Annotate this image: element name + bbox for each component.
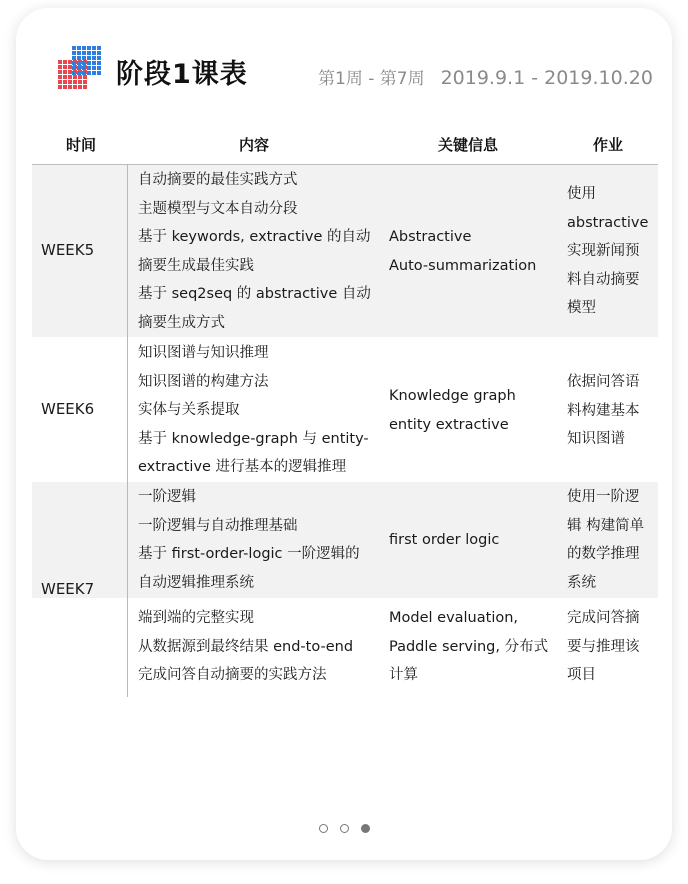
content-line: 基于 seq2seq 的 abstractive 自动: [138, 286, 371, 303]
table-row-week6: [32, 337, 658, 482]
content-line: 摘要生成最佳实践: [138, 257, 254, 274]
homework-cell: [567, 368, 640, 454]
table-row-week7-part2: [32, 598, 658, 697]
table-header: [32, 126, 658, 165]
homework-line: 完成问答摘: [567, 610, 640, 626]
homework-line: 料自动摘要: [567, 271, 640, 288]
column-header-key-info: 关键信息: [438, 136, 499, 154]
date-range: 2019.9.1 - 2019.10.20: [440, 67, 653, 89]
content-cell: [138, 166, 371, 338]
content-line: 完成问答自动摘要的实践方法: [138, 667, 327, 684]
homework-cell: [567, 180, 648, 323]
key-info-line: first order logic: [389, 532, 500, 548]
content-line: 知识图谱的构建方法: [138, 373, 269, 390]
content-line: 端到端的完整实现: [138, 610, 254, 626]
homework-line: 辑 构建简单: [567, 517, 645, 534]
homework-line: 使用一阶逻: [567, 489, 640, 505]
homework-line: 料构建基本: [567, 402, 640, 419]
key-info-line: Model evaluation,: [389, 610, 519, 626]
key-info-line: entity extractive: [389, 416, 509, 433]
column-header-time: 时间: [66, 136, 97, 154]
homework-line: 实现新闻预: [567, 243, 640, 260]
content-line: 知识图谱与知识推理: [138, 345, 269, 361]
page-dot-1[interactable]: [319, 824, 328, 833]
period-info: [318, 64, 653, 93]
homework-line: 项目: [567, 667, 596, 684]
content-cell: [138, 483, 360, 597]
content-line: 一阶逻辑与自动推理基础: [138, 517, 298, 534]
page-title: 阶段1课表: [116, 59, 248, 90]
page-dot-2[interactable]: [340, 824, 349, 833]
content-line: 主题模型与文本自动分段: [138, 200, 298, 217]
homework-line: 系统: [567, 574, 596, 591]
content-cell: [138, 339, 369, 482]
table-row-week5: [32, 165, 658, 337]
key-info-cell: [389, 526, 499, 555]
week-label: WEEK7: [41, 580, 95, 598]
content-line: 基于 knowledge-graph 与 entity-: [138, 430, 369, 447]
week-label: WEEK6: [41, 400, 95, 418]
content-line: 从数据源到最终结果 end-to-end: [138, 638, 354, 655]
week-label: WEEK5: [41, 241, 95, 259]
key-info-line: 计算: [389, 667, 418, 684]
column-header-homework: 作业: [593, 136, 624, 154]
homework-line: 使用: [567, 186, 596, 202]
content-line: 自动摘要的最佳实践方式: [138, 172, 298, 188]
key-info-cell: [389, 382, 516, 439]
key-info-line: Auto-summarization: [389, 257, 537, 274]
column-divider: [127, 164, 128, 697]
homework-line: 知识图谱: [567, 431, 625, 448]
key-info-cell: [389, 223, 536, 280]
table-row-week7-part1: [32, 482, 658, 598]
pagination-dots: [0, 818, 688, 837]
content-line: 自动逻辑推理系统: [138, 574, 254, 591]
week-range: 第1周 - 第7周: [318, 69, 425, 89]
key-info-line: Abstractive: [389, 229, 472, 245]
content-line: 一阶逻辑: [138, 489, 196, 505]
key-info-cell: [389, 604, 548, 690]
homework-line: 要与推理该: [567, 638, 640, 655]
homework-line: 的数学推理: [567, 546, 640, 563]
column-header-content: 内容: [239, 136, 270, 154]
content-cell: [138, 604, 353, 690]
content-line: 摘要生成方式: [138, 314, 225, 331]
key-info-line: Knowledge graph: [389, 388, 516, 404]
content-line: extractive 进行基本的逻辑推理: [138, 459, 347, 476]
content-line: 实体与关系提取: [138, 402, 240, 419]
homework-line: 依据问答语: [567, 374, 640, 390]
key-info-line: Paddle serving, 分布式: [389, 638, 549, 655]
homework-cell: [567, 483, 644, 597]
content-line: 基于 first-order-logic 一阶逻辑的: [138, 546, 360, 563]
content-line: 基于 keywords, extractive 的自动: [138, 229, 371, 246]
homework-cell: [567, 604, 640, 690]
logo-grid-icon: [58, 46, 102, 90]
homework-line: abstractive: [567, 214, 649, 231]
page-dot-3[interactable]: [361, 824, 370, 833]
homework-line: 模型: [567, 300, 596, 317]
